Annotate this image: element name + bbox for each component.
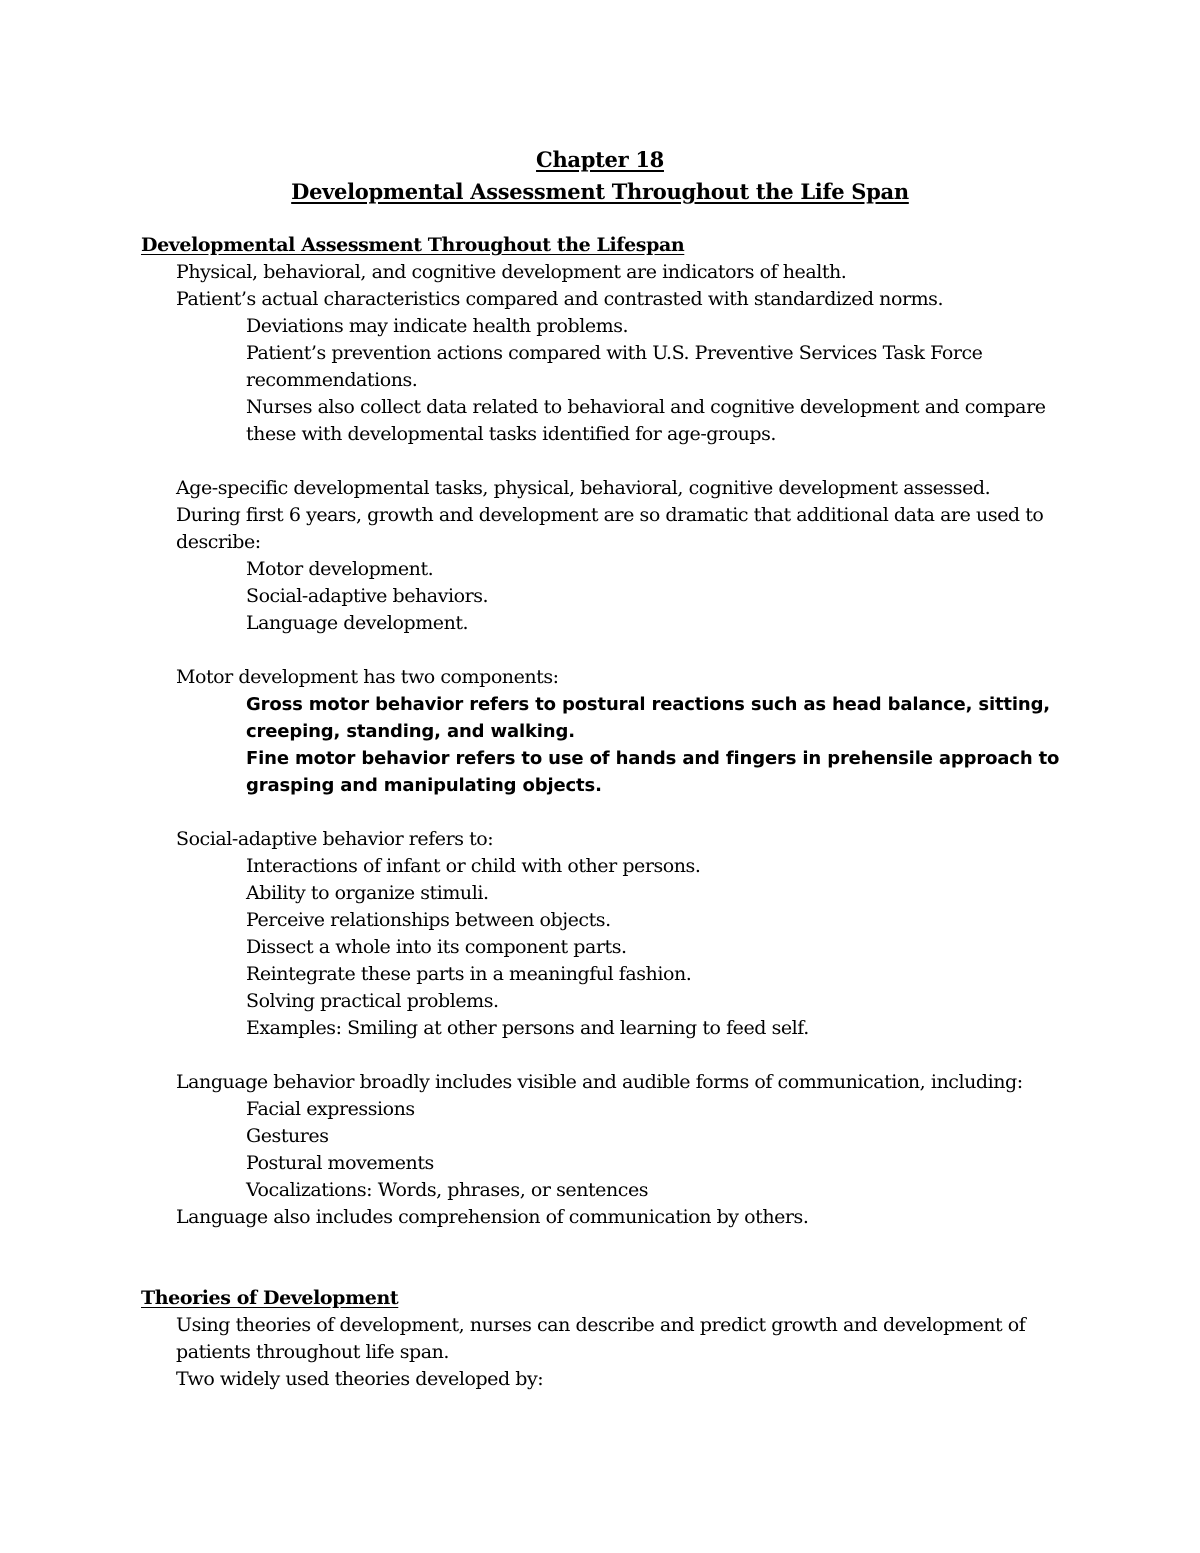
list-item: recommendations. — [246, 369, 418, 391]
list-item: Perceive relationships between objects. — [246, 909, 611, 931]
spacer — [141, 1231, 1091, 1285]
title-block — [0, 144, 1200, 208]
list-item: Postural movements — [246, 1152, 434, 1174]
list-item: Vocalizations: Words, phrases, or sentences — [246, 1179, 649, 1201]
list-item: Reintegrate these parts in a meaningful fashion. — [246, 963, 692, 985]
spacer — [141, 637, 1091, 664]
list-item: Patient’s prevention actions compared with U.S. Preventive Services Task Force — [246, 342, 983, 364]
section-heading-theories: Theories of Development — [141, 1287, 399, 1309]
paragraph-line: patients throughout life span. — [176, 1341, 449, 1363]
list-item: Solving practical problems. — [246, 990, 499, 1012]
section-heading-developmental-assessment: Developmental Assessment Throughout the Lifespan — [141, 234, 685, 256]
paragraph-line: Social-adaptive behavior refers to: — [176, 828, 494, 850]
chapter-subtitle: Developmental Assessment Throughout the Life Span — [291, 179, 909, 204]
list-item: Fine motor behavior refers to use of hands and fingers in prehensile approach to — [246, 748, 1060, 769]
list-item: Motor development. — [246, 558, 434, 580]
list-item: Nurses also collect data related to behavioral and cognitive development and compare — [246, 396, 1046, 418]
document-body — [141, 232, 1091, 1393]
spacer — [141, 799, 1091, 826]
list-item: these with developmental tasks identified for age-groups. — [246, 423, 777, 445]
list-item: Interactions of infant or child with other persons. — [246, 855, 701, 877]
spacer — [141, 448, 1091, 475]
paragraph-line: Physical, behavioral, and cognitive development are indicators of health. — [176, 261, 847, 283]
list-item: Ability to organize stimuli. — [246, 882, 489, 904]
list-item: Dissect a whole into its component parts. — [246, 936, 627, 958]
paragraph-line: Motor development has two components: — [176, 666, 559, 688]
list-item: Gross motor behavior refers to postural reactions such as head balance, sitting, — [246, 694, 1050, 715]
list-item: creeping, standing, and walking. — [246, 721, 575, 742]
list-item: Language development. — [246, 612, 469, 634]
spacer — [141, 1042, 1091, 1069]
list-item: grasping and manipulating objects. — [246, 775, 602, 796]
list-item: Examples: Smiling at other persons and learning to feed self. — [246, 1017, 809, 1039]
chapter-title: Chapter 18 — [536, 147, 664, 172]
paragraph-line: Two widely used theories developed by: — [176, 1368, 544, 1390]
paragraph-line: Language behavior broadly includes visible and audible forms of communication, including: — [176, 1071, 1023, 1093]
paragraph-line: Age-specific developmental tasks, physical, behavioral, cognitive development assessed. — [176, 477, 991, 499]
list-item: Deviations may indicate health problems. — [246, 315, 629, 337]
paragraph-line: Patient’s actual characteristics compared and contrasted with standardized norms. — [176, 288, 944, 310]
list-item: Gestures — [246, 1125, 329, 1147]
paragraph-line: During first 6 years, growth and development are so dramatic that additional data are used to — [176, 504, 1044, 526]
paragraph-line: describe: — [176, 531, 261, 553]
list-item: Social-adaptive behaviors. — [246, 585, 489, 607]
paragraph-line: Language also includes comprehension of communication by others. — [176, 1206, 809, 1228]
list-item: Facial expressions — [246, 1098, 415, 1120]
paragraph-line: Using theories of development, nurses can describe and predict growth and development of — [176, 1314, 1026, 1336]
